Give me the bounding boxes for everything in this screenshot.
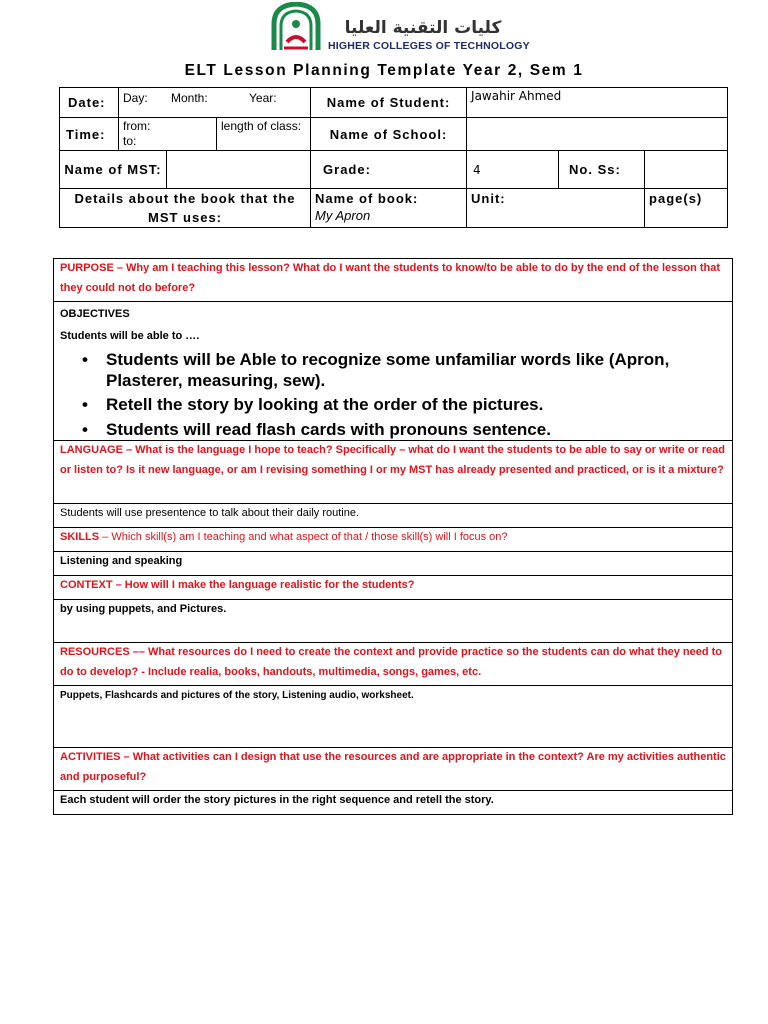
time-range-field[interactable] (119, 118, 217, 151)
objective-item: • Students will read flash cards with pronouns sentence. (82, 419, 551, 439)
language-question: LANGUAGE – What is the language I hope to teach? Specifically – what do I want the students to be able to say or write or read or listen to? Is it new language, or am I revising something I or my MST has already presented and practiced, or is it a mixture? (60, 444, 726, 476)
purpose-row (54, 259, 732, 302)
year-label: Year: (249, 91, 277, 105)
objectives-heading: OBJECTIVES (60, 308, 130, 320)
skills-answer-row (54, 552, 732, 576)
name-of-school-label: Name of School: (311, 118, 467, 151)
objective-item: • Retell the story by looking at the order of the pictures. (82, 395, 544, 414)
context-row (54, 576, 732, 600)
book-name-label: Name of book: (315, 191, 419, 206)
time-label: Time: (60, 118, 119, 151)
length-of-class-label: length of class: (217, 118, 311, 151)
activities-row (54, 748, 732, 791)
resources-question: RESOURCES –– What resources do I need to create the context and provide practice so the students can do what they need to do to develop? - Include realia, books, handouts, multimedia, songs, games, etc. (60, 646, 722, 678)
skills-question-text: – Which skill(s) am I teaching and what aspect of that / those skill(s) will I focus on? (99, 531, 508, 543)
book-details-label: Details about the book that the MST uses: (60, 189, 311, 228)
lesson-plan-table (53, 258, 733, 815)
activities-answer[interactable]: Each student will order the story pictures in the right sequence and retell the story. (60, 794, 494, 806)
mst-value[interactable] (167, 151, 311, 189)
month-label: Month: (171, 91, 208, 105)
resources-row (54, 643, 732, 686)
context-question: CONTEXT – How will I make the language realistic for the students? (60, 579, 415, 591)
activities-question: ACTIVITIES – What activities can I design that use the resources and are appropriate in the context? Are my activities authentic and purposeful? (60, 751, 726, 783)
book-name-cell[interactable] (311, 189, 467, 228)
activities-answer-row (54, 791, 732, 815)
hct-emblem-icon (270, 2, 322, 52)
objectives-list (60, 350, 726, 440)
skills-question (60, 528, 726, 548)
unit-label: Unit: (467, 189, 645, 228)
skills-answer[interactable]: Listening and speaking (60, 555, 183, 567)
language-row (54, 441, 732, 504)
name-of-student-value[interactable]: Jawahir Ahmed (467, 88, 728, 118)
objectives-intro: Students will be able to …. (60, 330, 200, 342)
from-label: from: (123, 119, 151, 133)
context-answer[interactable]: by using puppets, and Pictures. (60, 603, 227, 615)
logo-english-text: HIGHER COLLEGES OF TECHNOLOGY (328, 40, 530, 52)
language-answer[interactable]: Students will use presentence to talk about their daily routine. (60, 507, 360, 519)
objectives-row (54, 302, 732, 441)
name-of-school-value[interactable] (467, 118, 728, 151)
purpose-question: PURPOSE – Why am I teaching this lesson? What do I want the students to know/to be able to do by the end of the lesson that they could not do before? (60, 262, 721, 294)
language-answer-row (54, 504, 732, 528)
grade-label: Grade: (311, 151, 467, 189)
no-ss-label: No. Ss: (559, 151, 645, 189)
document-title: ELT Lesson Planning Template Year 2, Sem 1 (184, 62, 584, 79)
hct-logo (270, 2, 530, 52)
pages-label: page(s) (645, 189, 728, 228)
resources-answer-row (54, 686, 732, 748)
no-ss-value[interactable] (645, 151, 728, 189)
objective-item: • Students will be Able to recognize some unfamiliar words like (Apron, Plasterer, measuring, sew). (82, 350, 670, 390)
grade-value[interactable]: 4 (467, 151, 559, 189)
resources-answer[interactable]: Puppets, Flashcards and pictures of the story, Listening audio, worksheet. (60, 690, 414, 701)
book-name-value: My Apron (315, 208, 371, 223)
skills-keyword: SKILLS (60, 531, 100, 543)
date-field[interactable] (119, 88, 311, 118)
logo-arabic-text: كليات التقنية العليا (344, 18, 502, 38)
day-label: Day: (123, 91, 148, 105)
context-answer-row (54, 600, 732, 643)
skills-row (54, 528, 732, 552)
date-label: Date: (60, 88, 119, 118)
name-of-student-label: Name of Student: (311, 88, 467, 118)
mst-label: Name of MST: (60, 151, 167, 189)
lesson-info-table (59, 87, 728, 228)
to-label: to: (123, 134, 137, 148)
